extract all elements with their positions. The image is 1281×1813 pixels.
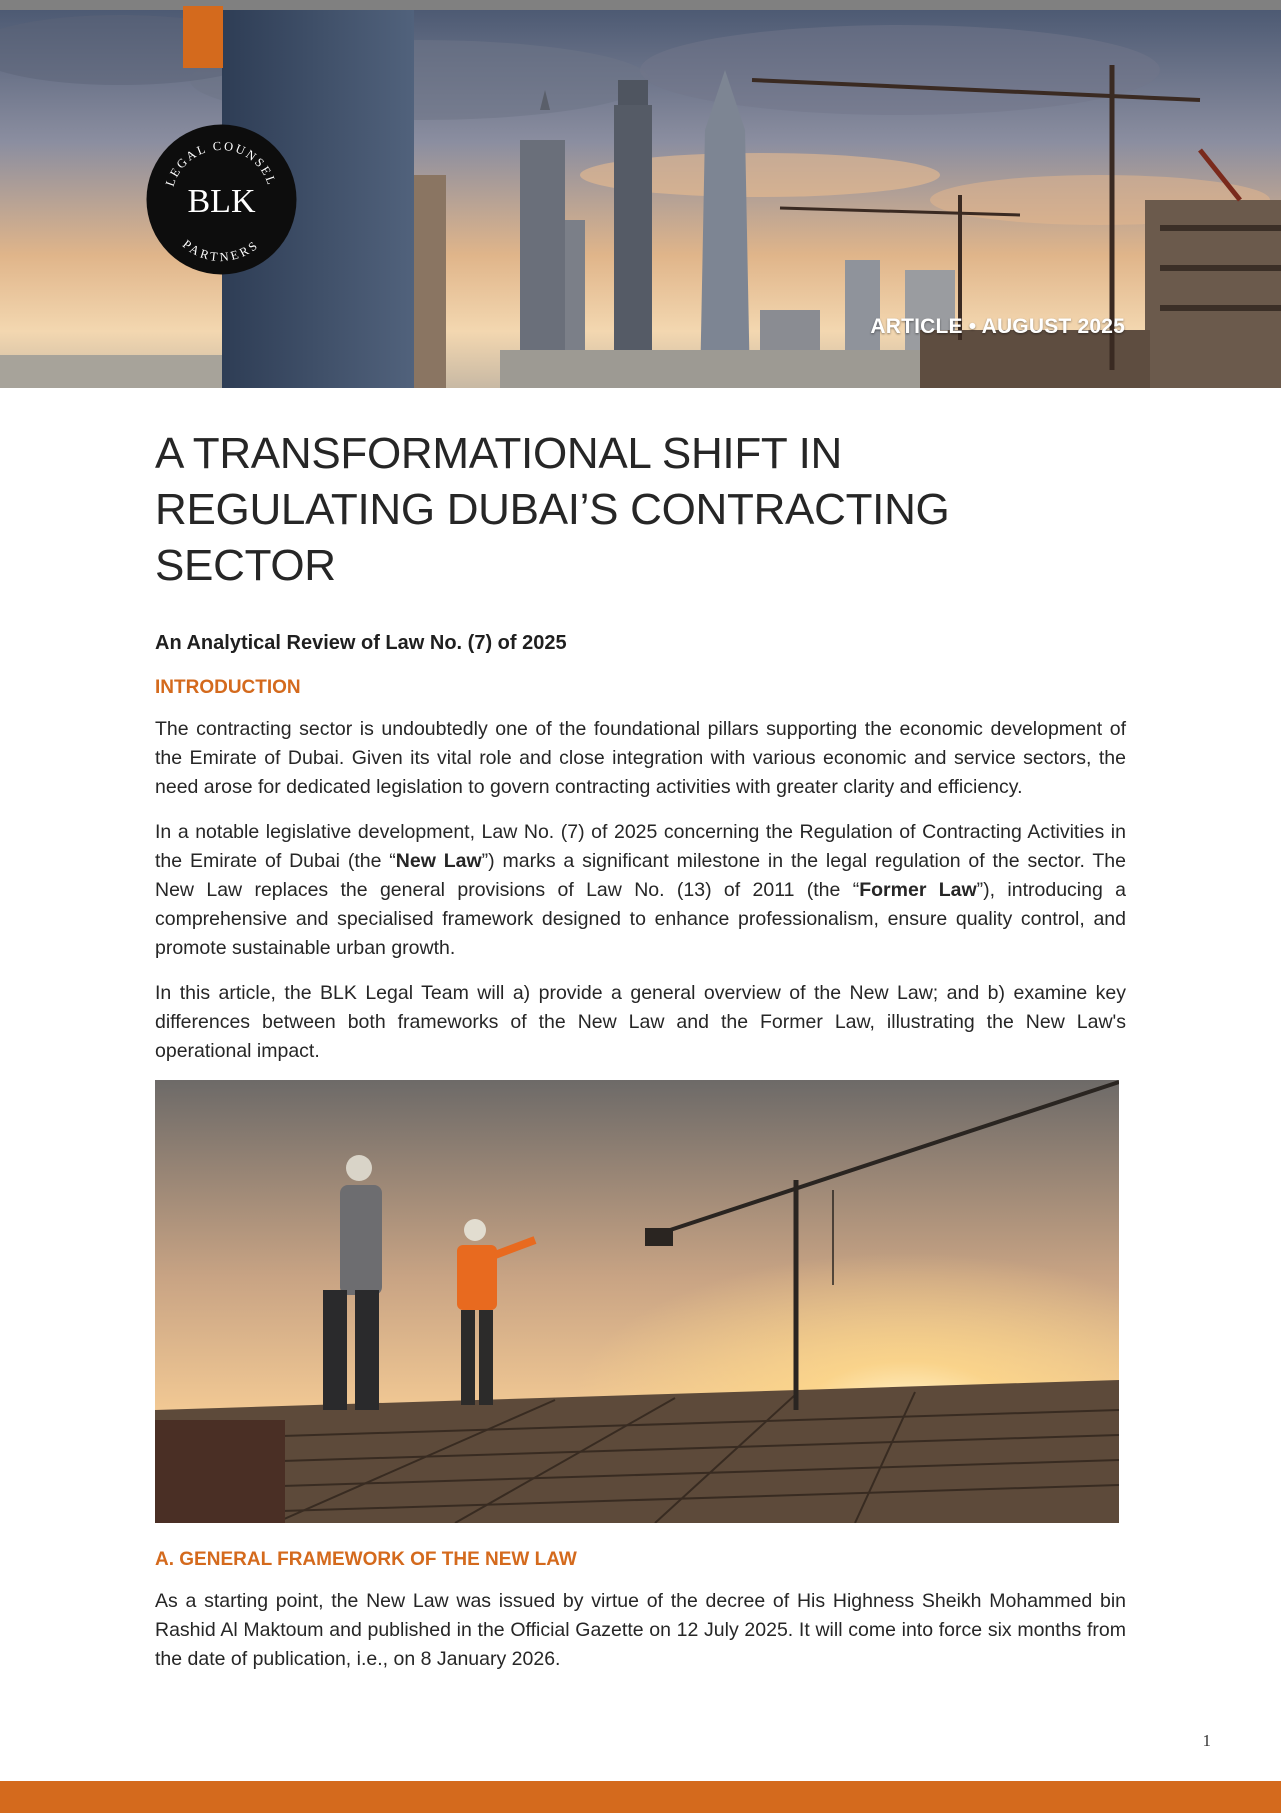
section-a-paragraph-1: As a starting point, the New Law was issued by virtue of the decree of His Highness Sheikh Mohammed bin Rashid Al Maktoum and published in the Official Gazette on 12 July 2025. It will come into force six months from the date of publication, i.e., on 8 January 2026. xyxy=(155,1590,1126,1670)
page-title: A TRANSFORMATIONAL SHIFT IN REGULATING DUBAI’S CONTRACTING SECTOR xyxy=(155,429,950,590)
logo-center-text: BLK xyxy=(187,183,256,220)
section-a-heading: A. GENERAL FRAMEWORK OF THE NEW LAW xyxy=(155,1549,577,1570)
article-date-tag: ARTICLE • AUGUST 2025 xyxy=(870,315,1125,338)
intro-paragraph-3: In this article, the BLK Legal Team will a) provide a general overview of the New Law; and b) examine key differences between both frameworks of the New Law and the Former Law, illustrating the New Law's operational impact. xyxy=(155,982,1126,1062)
intro-paragraph-2: In a notable legislative development, Law No. (7) of 2025 concerning the Regulation of Contracting Activities in the Emirate of Dubai (the “New Law”) marks a significant milestone in the legal regulation of the sector. The New Law replaces the general provisions of Law No. (13) of 2011 (the “Former Law”), introducing a comprehensive and specialised framework designed to enhance professionalism, ensure quality control, and promote sustainable urban growth. xyxy=(155,821,1126,959)
logo-bottom-text: PARTNERS xyxy=(179,237,263,265)
blk-logo xyxy=(146,124,297,275)
article-body xyxy=(155,426,1126,1674)
orange-tab-accent xyxy=(183,6,223,68)
article-subtitle: An Analytical Review of Law No. (7) of 2025 xyxy=(155,632,567,654)
page-number: 1 xyxy=(1202,1731,1211,1750)
introduction-heading: INTRODUCTION xyxy=(155,677,301,698)
logo-top-text: LEGAL COUNSEL xyxy=(162,138,280,189)
construction-site-photo xyxy=(155,1080,1119,1523)
bold-term-former-law: Former Law xyxy=(859,879,977,901)
bold-term-new-law: New Law xyxy=(395,850,482,872)
intro-paragraph-1: The contracting sector is undoubtedly one of the foundational pillars supporting the economic development of the Emirate of Dubai. Given its vital role and close integration with various economic and service sectors, the need arose for dedicated legislation to govern contracting activities with greater clarity and efficiency. xyxy=(155,718,1126,798)
footer-accent-bar xyxy=(0,1781,1281,1813)
